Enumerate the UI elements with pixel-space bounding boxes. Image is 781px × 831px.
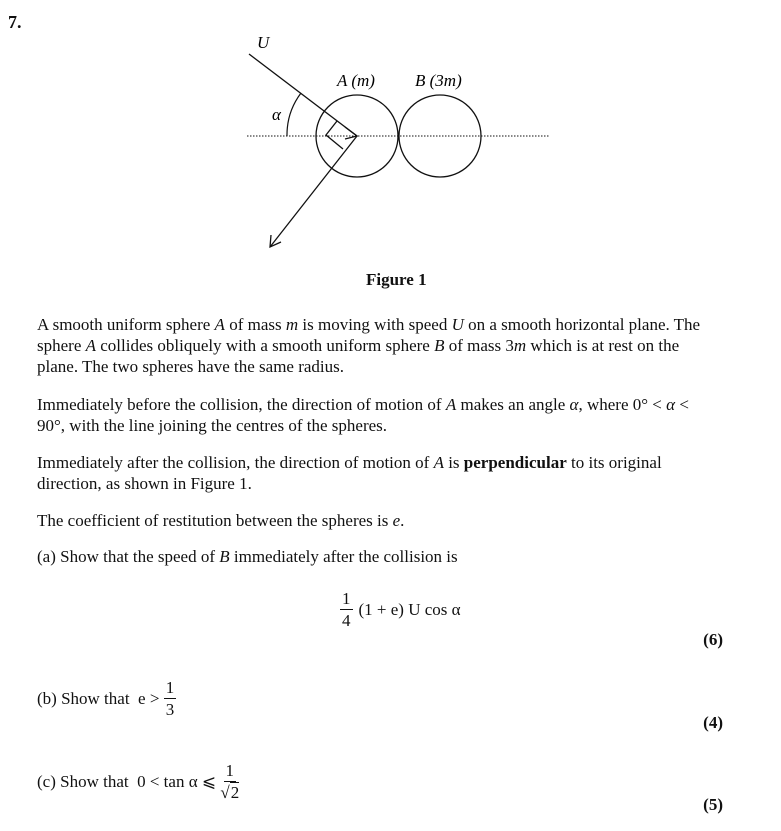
label-sphere-a: A (m): [337, 71, 375, 90]
part-c-fraction: $\frac{1}{√2}$: [220, 761, 240, 802]
result-expression: (1 + e) U cos α: [358, 599, 461, 619]
marks-part-c: (5): [703, 795, 723, 814]
marks-part-a: (6): [703, 630, 723, 649]
paragraph-before-collision: Immediately before the collision, the direction of motion of A makes an angle α, where 0° < α < 90°, with the line joining the centres of the spheres.: [37, 395, 689, 435]
part-a-result: [340, 590, 461, 629]
marks-part-b: (4): [703, 713, 723, 732]
part-b-fraction: $\frac{1}{3}$: [165, 678, 175, 719]
label-sphere-b: B (3m): [415, 71, 462, 90]
outgoing-velocity-line: [270, 136, 357, 247]
angle-alpha-arc: [287, 93, 301, 136]
label-alpha: α: [272, 105, 281, 124]
result-fraction: $\frac{1}{4}$: [342, 589, 351, 630]
paragraph-after-collision: Immediately after the collision, the direction of motion of A is perpendicular to its original direction, as shown in Figure 1.: [37, 453, 662, 493]
label-u: U: [257, 33, 270, 52]
figure-caption: Figure 1: [366, 270, 427, 289]
collision-diagram: [0, 0, 781, 300]
part-a: (a) Show that the speed of B immediately after the collision is: [37, 547, 458, 566]
question-number: 7.: [8, 12, 22, 32]
sqrt-symbol: √2: [220, 783, 240, 802]
part-b: (b) Show that e > $\frac{1}{3}$: [37, 678, 175, 719]
part-c: (c) Show that 0 < tan α ⩽ $\frac{1}{√2}$: [37, 761, 240, 802]
incoming-velocity-line: [249, 54, 357, 136]
incoming-arrowhead: [345, 127, 357, 139]
paragraph-setup: A smooth uniform sphere A of mass m is moving with speed U on a smooth horizontal plane. The sphere A collides obliquely with a smooth uniform sphere B of mass 3m which is at rest on the plane. The two spheres have the same radius.: [37, 315, 701, 376]
paragraph-restitution: The coefficient of restitution between the spheres is e.: [37, 511, 405, 530]
right-angle-marker: [326, 121, 343, 149]
